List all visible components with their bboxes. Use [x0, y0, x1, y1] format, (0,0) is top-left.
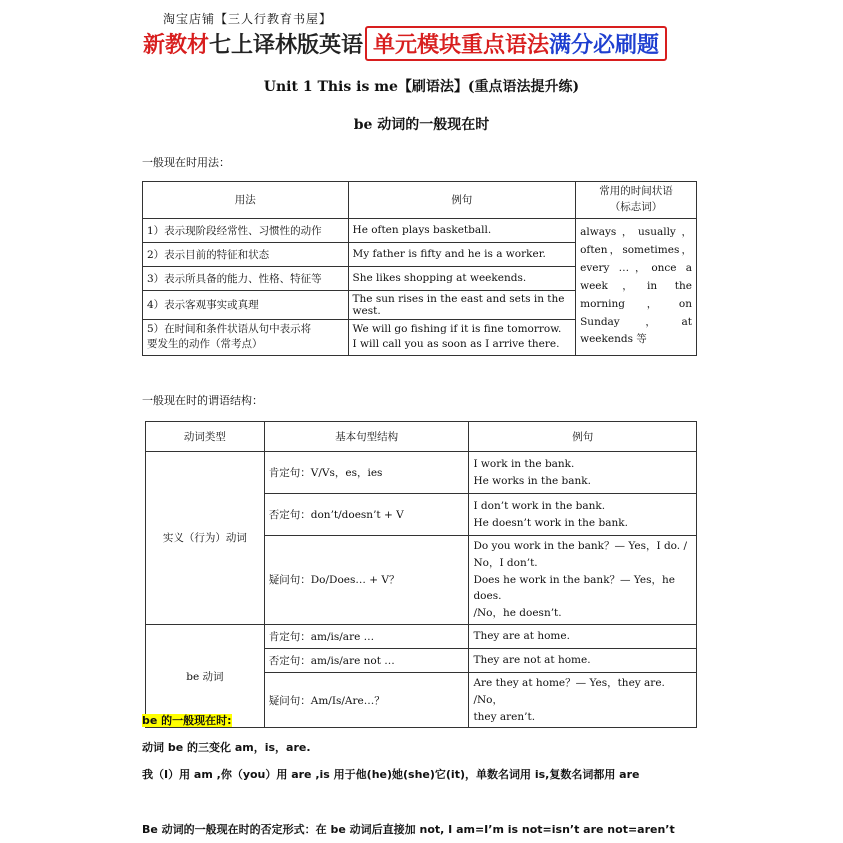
usage-header-usage: 用法: [143, 182, 349, 219]
structure-cell: 否定句：don’t/doesn’t + V: [264, 494, 469, 536]
example-cell: Do you work in the bank？— Yes，I do. / No，I don’t. Does he work in the bank？— Yes，he does. /No，he doesn’t.: [469, 536, 697, 625]
example-cell: I work in the bank. He works in the bank.: [469, 452, 697, 494]
shop-label: 淘宝店铺【三人行教育书屋】: [163, 12, 333, 26]
banner-part4: 满分必刷题: [549, 31, 660, 58]
structure-cell: 肯定句：am/is/are …: [264, 624, 469, 648]
structure-header-example: 例句: [469, 422, 697, 452]
usage-header-time-words: 常用的时间状语 （标志词）: [576, 182, 697, 219]
banner-part3: 单元模块重点语法: [373, 31, 550, 58]
banner-part1: 新教材: [143, 31, 210, 58]
example-cell: My father is fifty and he is a worker.: [348, 242, 576, 266]
example-cell: They are not at home.: [469, 648, 697, 672]
example-cell: I don’t work in the bank. He doesn’t work in the bank.: [469, 494, 697, 536]
example-cell: The sun rises in the east and sets in the west.: [348, 290, 576, 319]
usage-cell: 4）表示客观事实或真理: [143, 290, 349, 319]
unit-title: Unit 1 This is me【刷语法】(重点语法提升练): [263, 79, 580, 95]
paragraph-2: 我（I）用 am ,你（you）用 are ,is 用于他(he)她(she)它(it)，单数名词用 is,复数名词都用 are: [142, 768, 640, 781]
usage-cell: 5）在时间和条件状语从句中表示将 要发生的动作（常考点）: [143, 319, 349, 356]
example-cell: They are at home.: [469, 624, 697, 648]
section-title: be 动词的一般现在时: [353, 117, 490, 133]
usage-table: [142, 181, 697, 356]
paragraph-1: 动词 be 的三变化 am，is，are.: [142, 741, 311, 754]
example-cell: We will go fishing if it is fine tomorrow. I will call you as soon as I arrive there.: [348, 319, 576, 356]
structure-label: 一般现在时的谓语结构：: [142, 394, 263, 407]
example-cell: He often plays basketball.: [348, 218, 576, 242]
banner-part2: 七上译林版英语: [209, 31, 364, 58]
usage-header-example: 例句: [348, 182, 576, 219]
usage-label: 一般现在时用法：: [142, 156, 230, 169]
structure-header-structure: 基本句型结构: [264, 422, 469, 452]
time-words-cell: always，usually，often，sometimes，every …，once a week，in the morning，on Sunday，at weekends 等: [576, 218, 697, 356]
example-cell: Are they at home？— Yes，they are. /No， they aren’t.: [469, 672, 697, 727]
verb-type-cell: be 动词: [146, 624, 265, 727]
structure-cell: 肯定句：V/Vs，es，ies: [264, 452, 469, 494]
structure-header-type: 动词类型: [146, 422, 265, 452]
usage-cell: 2）表示目前的特征和状态: [143, 242, 349, 266]
structure-cell: 疑问句：Am/Is/Are…？: [264, 672, 469, 727]
structure-table: [145, 421, 697, 728]
example-cell: She likes shopping at weekends.: [348, 266, 576, 290]
paragraph-3: Be 动词的一般现在时的否定形式：在 be 动词后直接加 not, I am=I’m is not=isn’t are not=aren’t: [142, 823, 675, 836]
banner: [143, 26, 667, 60]
highlight-heading: [142, 712, 232, 728]
structure-cell: 疑问句：Do/Does… + V？: [264, 536, 469, 625]
banner-box: [365, 26, 667, 61]
highlight-heading-text: be 的一般现在时:: [142, 714, 232, 727]
usage-cell: 3）表示所具备的能力、性格、特征等: [143, 266, 349, 290]
usage-cell: 1）表示现阶段经常性、习惯性的动作: [143, 218, 349, 242]
structure-cell: 否定句：am/is/are not …: [264, 648, 469, 672]
verb-type-cell: 实义（行为）动词: [146, 452, 265, 625]
